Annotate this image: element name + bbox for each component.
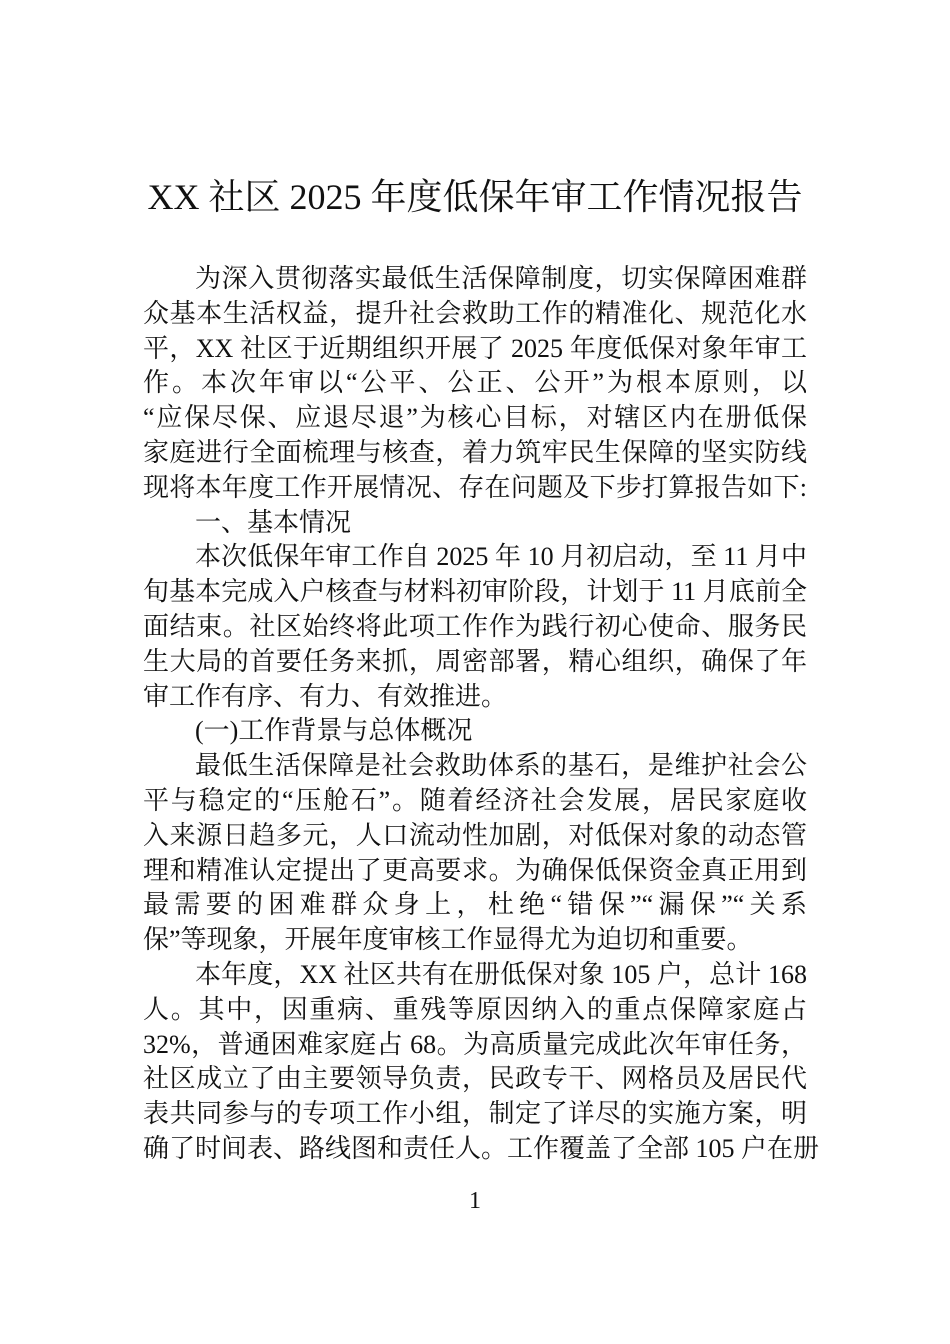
- text-line: 32%，普通困难家庭占 68。为高质量完成此次年审任务，: [143, 1029, 807, 1059]
- text-line: 作。本次年审以“公平、公正、公开”为根本原则，以: [143, 368, 807, 398]
- text-line: 本次低保年审工作自 2025 年 10 月初启动，至 11 月中: [195, 542, 807, 572]
- text-line: 面结束。社区始终将此项工作作为践行初心使命、服务民: [143, 611, 807, 641]
- text-line: 家庭进行全面梳理与核查，着力筑牢民生保障的坚实防线: [143, 437, 807, 467]
- text-line: 最低生活保障是社会救助体系的基石，是维护社会公: [195, 751, 807, 781]
- text-line: 理和精准认定提出了更高要求。为确保低保资金真正用到: [143, 855, 807, 885]
- document-body: [143, 262, 820, 1167]
- text-line: 入来源日趋多元，人口流动性加剧，对低保对象的动态管: [143, 820, 807, 850]
- text-line: 生大局的首要任务来抓，周密部署，精心组织，确保了年: [143, 646, 807, 676]
- text-line: 众基本生活权益，提升社会救助工作的精准化、规范化水: [143, 298, 807, 328]
- text-line: 为深入贯彻落实最低生活保障制度，切实保障困难群: [195, 264, 807, 293]
- text-line: 确了时间表、路线图和责任人。工作覆盖了全部 105 户在册: [143, 1133, 820, 1163]
- text-line: 社区成立了由主要领导负责，民政专干、网格员及居民代: [143, 1064, 807, 1094]
- text-line: 平，XX 社区于近期组织开展了 2025 年度低保对象年审工: [143, 333, 807, 363]
- document-title: XX 社区 2025 年度低保年审工作情况报告: [147, 177, 803, 217]
- text-line: 保”等现象，开展年度审核工作显得尤为迫切和重要。: [143, 925, 753, 955]
- text-line: “应保尽保、应退尽退”为核心目标，对辖区内在册低保: [143, 403, 807, 433]
- text-line: 现将本年度工作开展情况、存在问题及下步打算报告如下:: [143, 472, 807, 502]
- text-line: 平与稳定的“压舱石”。随着经济社会发展，居民家庭收: [143, 785, 807, 815]
- text-line: 本年度，XX 社区共有在册低保对象 105 户，总计 168: [195, 959, 807, 989]
- text-line: 最需要的困难群众身上，杜绝“错保”“漏保”“关系: [143, 890, 807, 920]
- text-line: 人。其中，因重病、重残等原因纳入的重点保障家庭占: [143, 994, 807, 1024]
- text-line: 审工作有序、有力、有效推进。: [143, 681, 508, 711]
- text-line: 一、基本情况: [195, 507, 352, 537]
- page-number: 1: [469, 1188, 481, 1214]
- text-line: 表共同参与的专项工作小组，制定了详尽的实施方案，明: [143, 1099, 807, 1129]
- text-line: (一)工作背景与总体概况: [195, 716, 473, 746]
- text-line: 旬基本完成入户核查与材料初审阶段，计划于 11 月底前全: [143, 577, 807, 607]
